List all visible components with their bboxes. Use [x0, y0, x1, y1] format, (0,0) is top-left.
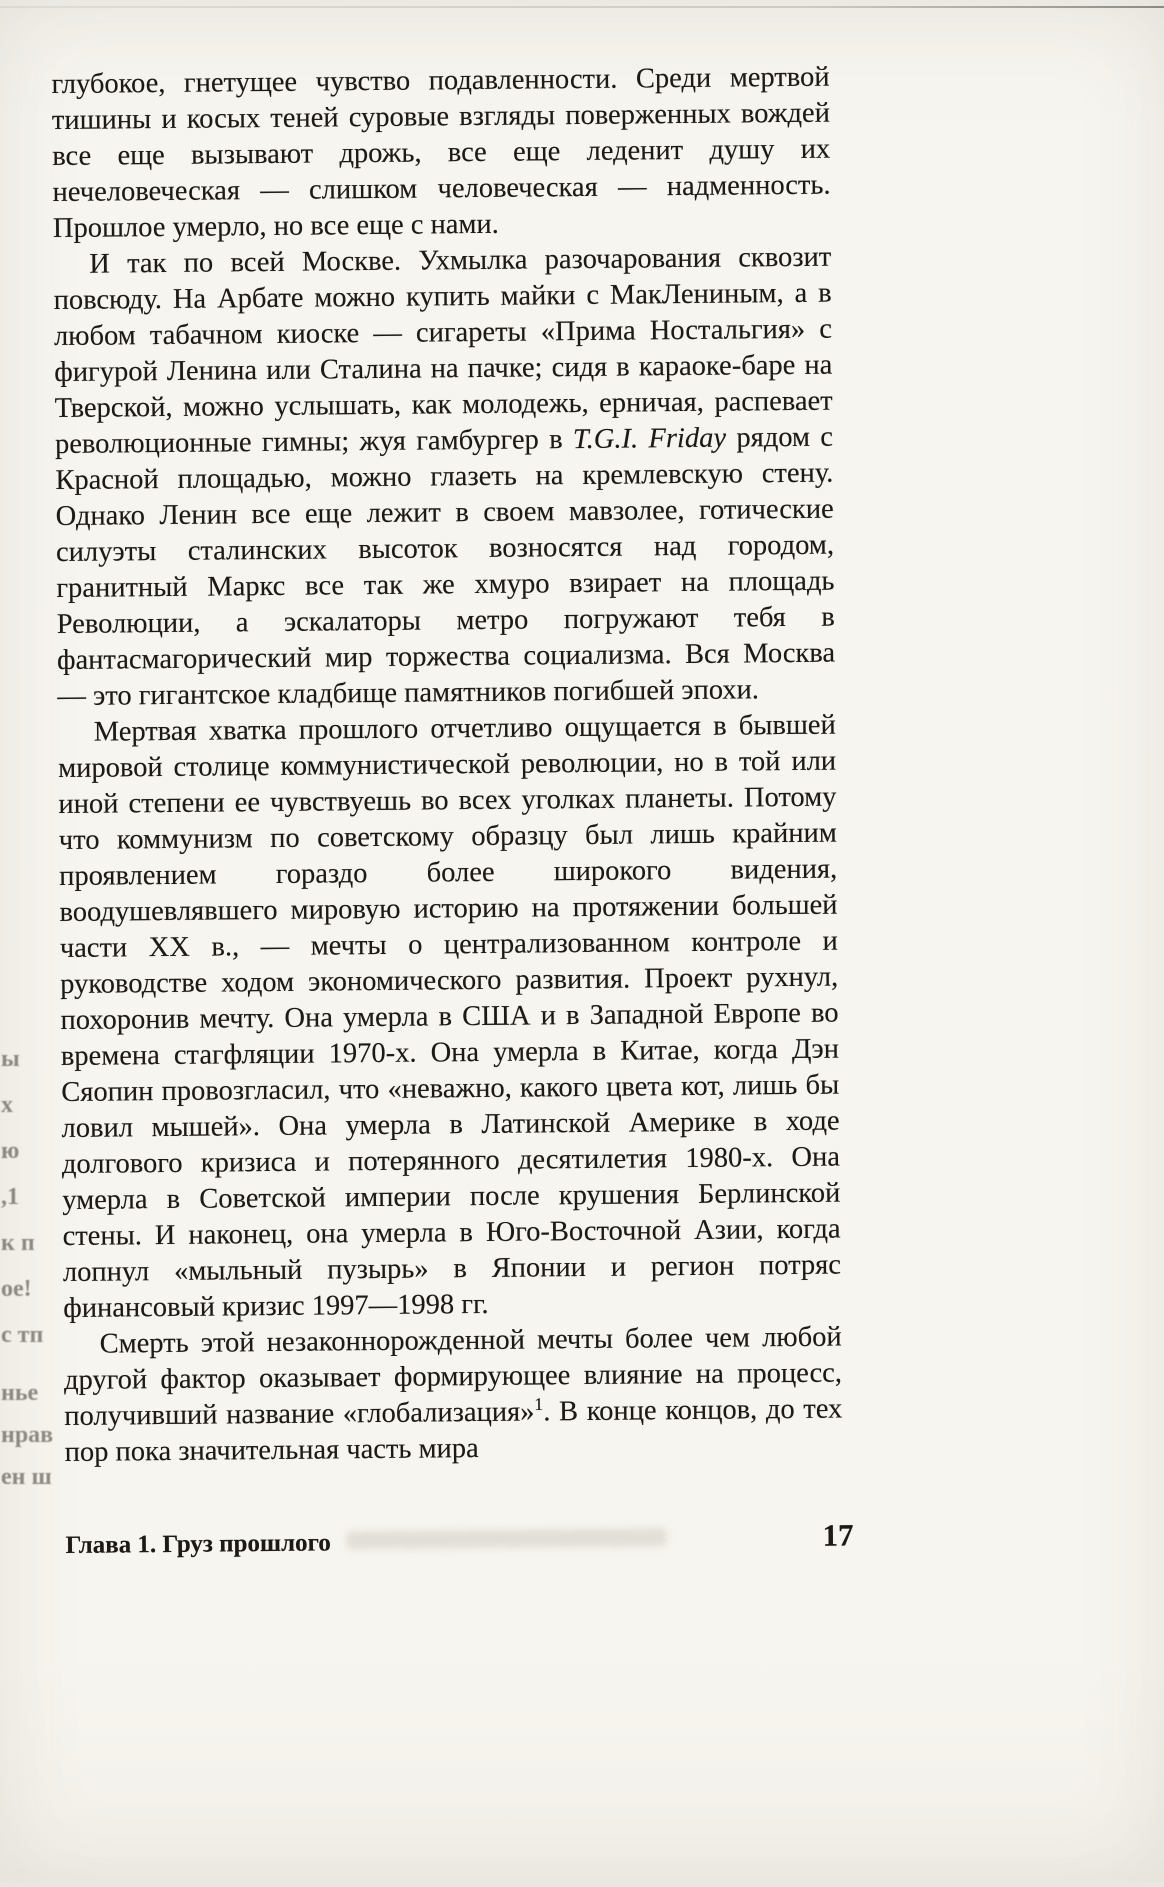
footnote-marker: 1 [534, 1393, 544, 1414]
bleed-text-fragment: х [1, 1092, 13, 1118]
bleed-text-fragment: к п [1, 1230, 35, 1256]
chapter-title: Глава 1. Груз прошлого [65, 1529, 331, 1559]
text-run: И так по всей Москве. Ухмылка разочарования сквозит повсюду. На Арбате можно купить майки с МакЛениным, а в любом табачном киоске — сигареты «Прима Ностальгия» с фигурой Ленина или Сталина на пачке; сидя в караоке-баре на Тверской, можно услышать, как молодежь, ерничая, распевает революционные гимны; жуя гамбургер в [53, 241, 833, 461]
italic-text: T.G.I. Friday [572, 422, 727, 456]
bleed-text-fragment: с тп [1, 1322, 44, 1348]
text-block [51, 60, 842, 1471]
scan-smudge [347, 1528, 667, 1549]
bleed-text-fragment: нрав [1, 1422, 54, 1448]
paragraph [63, 1320, 842, 1471]
text-run: глубокое, гнетущее чувство подавленности. Среди мертвой тишины и косых теней суровые взгляды поверженных вождей все еще вызывают дрожь, все еще леденит душу их нечеловеческая — слишком человеческая — надменность. Прошлое умерло, но все еще с нами. [51, 61, 831, 245]
text-run: Мертвая хватка прошлого отчетливо ощущается в бывшей мировой столице коммунистической революции, но в той или иной степени ее чувствуешь во всех уголках планеты. Потому что коммунизм по советскому образцу был лишь крайним проявлением гораздо более широкого видения, воодушевлявшего мировую историю на протяжении большей части XX в., — мечты о централизованном контроле и руководстве ходом экономического развития. Проект рухнул, похоронив мечту. Она умерла в США и в Западной Европе во времена стагфляции 1970-х. Она умерла в Китае, когда Дэн Сяопин провозгласил, что «неважно, какого цвета кот, лишь бы ловил мышей». Она умерла в Латинской Америке в ходе долгового кризиса и потерянного десятилетия 1980-х. Она умерла в Советской империи после крушения Берлинской стены. И наконец, она умерла в Юго-Восточной Азии, когда лопнул «мыльный пузырь» в Японии и регион потряс финансовый кризис 1997—1998 гг. [57, 709, 842, 1325]
text-run: Смерть этой незаконнорожденной мечты более чем любой другой фактор оказывает формирующее влияние на процесс, получивший название «глобализация» [63, 1321, 843, 1432]
bleed-text-fragment: ,1 [1, 1184, 19, 1210]
paragraph [53, 240, 835, 715]
bleed-text-fragment: ы [1, 1046, 20, 1072]
page-footer [65, 1517, 853, 1561]
bleed-text-fragment: ен ш [1, 1464, 52, 1490]
paragraph [58, 708, 842, 1327]
paragraph [51, 60, 831, 247]
bleed-text-fragment: ое! [1, 1276, 32, 1302]
text-run: рядом с Красной площадью, можно глазеть на кремлевскую стену. Однако Ленин все еще лежит в своем мавзолее, готические силуэты сталинских высоток возносятся над городом, гранитный Маркс все так же хмуро взирает на площадь Революции, а эскалаторы метро погружают тебя в фантасмагорический мир торжества социализма. Вся Москва — это гигантское кладбище памятников погибшей эпохи. [55, 421, 836, 713]
bleed-text-fragment: нье [1, 1380, 39, 1406]
page-number: 17 [822, 1517, 854, 1553]
text-run: . В конце концов, до тех пор пока значительная часть мира [64, 1393, 843, 1468]
bleed-text-fragment: ю [1, 1138, 20, 1164]
